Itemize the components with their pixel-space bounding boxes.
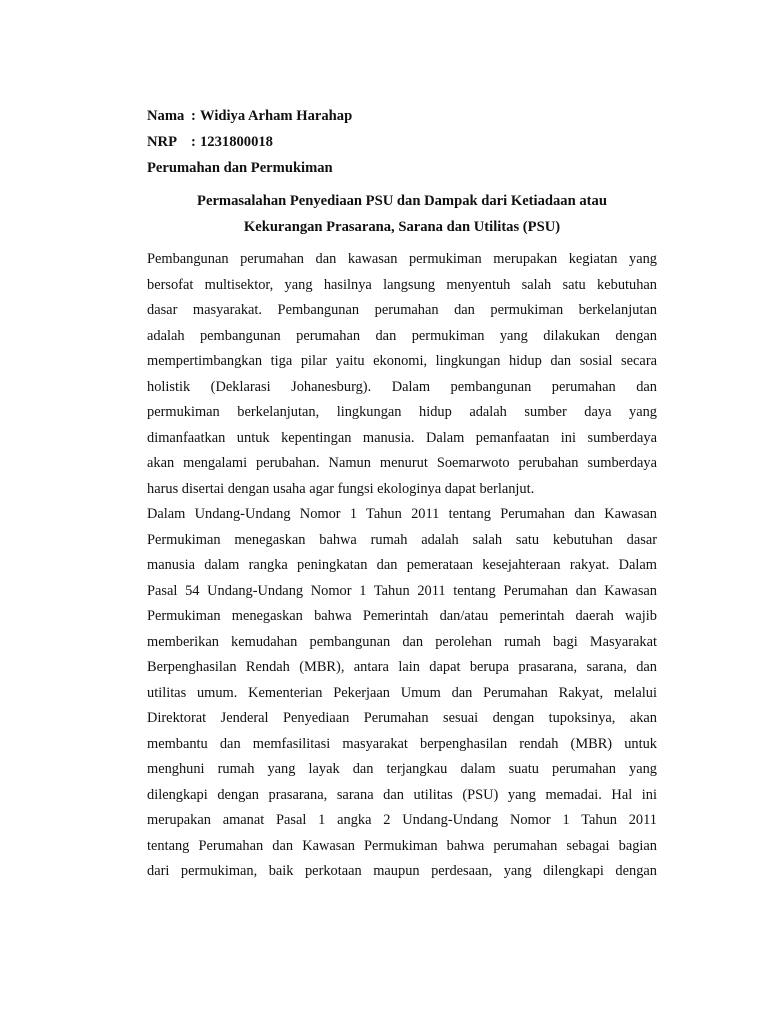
paragraph-line: Pembangunan perumahan dan kawasan permukiman merupakan kegiatan yang [147,251,657,267]
title-line-1: Permasalahan Penyediaan PSU dan Dampak dari Ketiadaan atau [197,193,607,209]
name-row [147,103,667,129]
paragraph-line: dilengkapi dengan prasarana, sarana dan utilitas (PSU) yang memadai. Hal ini [147,786,657,803]
paragraph [147,502,657,885]
paragraph-line: Berpenghasilan Rendah (MBR), antara lain dapat berupa prasarana, sarana, dan [147,659,657,675]
nrp-value: 1231800018 [200,134,273,150]
body-text [147,247,657,885]
paragraph-line: akan mengalami perubahan. Namun menurut Soemarwoto perubahan sumberdaya [147,455,657,471]
paragraph-line: membantu dan memfasilitasi masyarakat berpenghasilan rendah (MBR) untuk [147,735,657,752]
nrp-label: NRP [147,134,177,150]
name-label: Nama [147,108,185,124]
paragraph-line: adalah pembangunan perumahan dan permukiman yang dilakukan dengan [147,327,657,344]
nrp-row [147,129,667,155]
paragraph-line: dari permukiman, baik perkotaan maupun perdesaan, yang dilengkapi dengan [147,863,657,879]
paragraph-line: Dalam Undang-Undang Nomor 1 Tahun 2011 tentang Perumahan dan Kawasan [147,506,657,522]
paragraph-line: Permukiman menegaskan bahwa Pemerintah dan/atau pemerintah daerah wajib [147,608,657,624]
name-value: Widiya Arham Harahap [200,108,353,124]
paragraph-line: merupakan amanat Pasal 1 angka 2 Undang-Undang Nomor 1 Tahun 2011 [147,812,657,828]
document-title [147,189,657,240]
paragraph-line: Permukiman menegaskan bahwa rumah adalah salah satu kebutuhan dasar [147,531,657,548]
paragraph-line: bersofat multisektor, yang hasilnya langsung menyentuh salah satu kebutuhan [147,276,657,293]
paragraph-line: dasar masyarakat. Pembangunan perumahan dan permukiman berkelanjutan [147,302,657,318]
paragraph-line: tentang Perumahan dan Kawasan Permukiman bahwa perumahan sebagai bagian [147,837,657,854]
paragraph-line: Direktorat Jenderal Penyediaan Perumahan sesuai dengan tupoksinya, akan [147,710,657,726]
paragraph-line: manusia dalam rangka peningkatan dan pemerataan kesejahteraan rakyat. Dalam [147,557,657,573]
nrp-separator: : [191,134,196,150]
course-title: Perumahan dan Permukiman [147,160,333,176]
paragraph-line: mempertimbangkan tiga pilar yaitu ekonomi, lingkungan hidup dan sosial secara [147,353,657,369]
paragraph-line: memberikan kemudahan pembangunan dan perolehan rumah bagi Masyarakat [147,633,657,650]
paragraph-line: holistik (Deklarasi Johanesburg). Dalam pembangunan perumahan dan [147,378,657,395]
student-info-header [147,103,667,181]
paragraph-line: dimanfaatkan untuk kepentingan manusia. Dalam pemanfaatan ini sumberdaya [147,429,657,446]
paragraph-line: permukiman berkelanjutan, lingkungan hidup adalah sumber daya yang [147,404,657,420]
paragraph-line: utilitas umum. Kementerian Pekerjaan Umum dan Perumahan Rakyat, melalui [147,684,657,701]
title-line-2: Kekurangan Prasarana, Sarana dan Utilitas (PSU) [243,218,561,235]
paragraph-line: Pasal 54 Undang-Undang Nomor 1 Tahun 2011 tentang Perumahan dan Kawasan [147,582,657,599]
paragraph-line: harus disertai dengan usaha agar fungsi ekologinya dapat berlanjut. [147,480,535,497]
paragraph [147,247,657,502]
paragraph-line: menghuni rumah yang layak dan terjangkau dalam suatu perumahan yang [147,761,657,777]
name-separator: : [191,108,196,124]
